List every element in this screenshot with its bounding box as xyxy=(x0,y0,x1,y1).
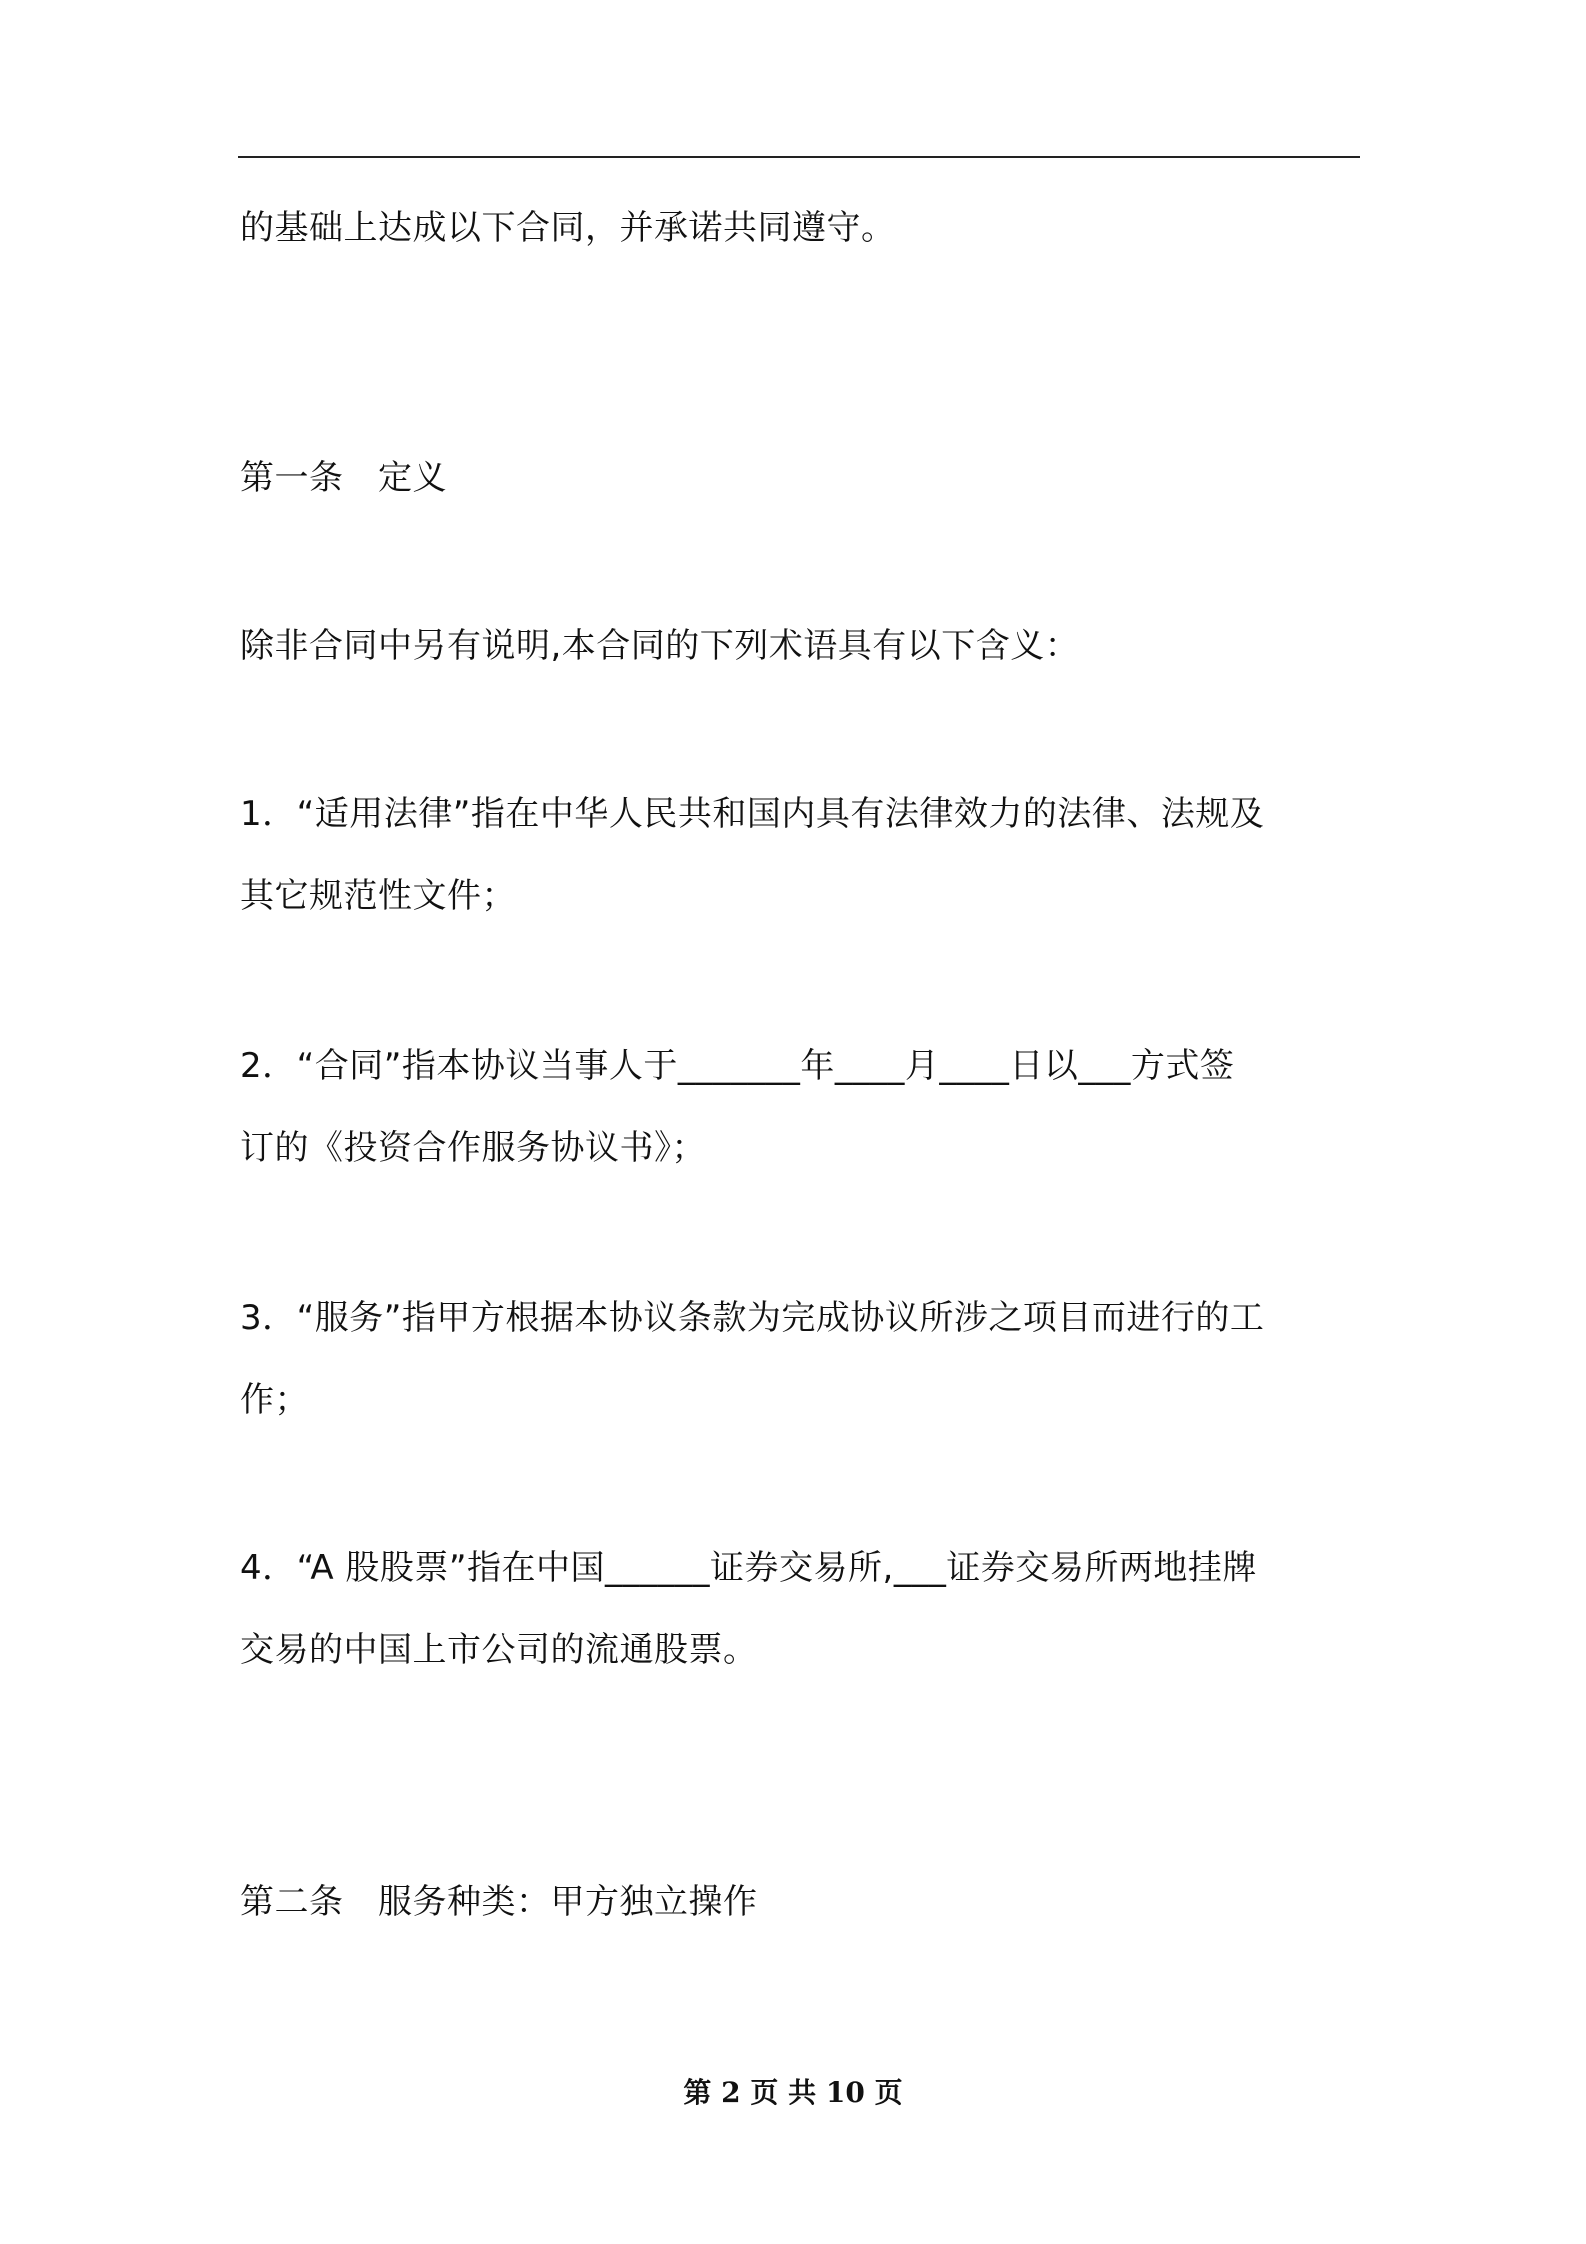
article-1-preamble: 除非合同中另有说明,本合同的下列术语具有以下含义： xyxy=(240,626,1080,666)
definition-4-line-1: 4．“A 股股票”指在中国______证券交易所,___证券交易所两地挂牌 xyxy=(240,1548,1257,1588)
definition-2-line-1: 2．“合同”指本协议当事人于_______年____月____日以___方式签 xyxy=(240,1046,1235,1086)
definition-2-line-2: 订的《投资合作服务协议书》； xyxy=(240,1128,706,1168)
page-number-footer: 第 2 页 共 10 页 xyxy=(683,2076,903,2109)
header-rule xyxy=(238,156,1360,158)
article-2-heading: 第二条 服务种类：甲方独立操作 xyxy=(240,1882,758,1922)
definition-1-line-2: 其它规范性文件； xyxy=(240,876,516,916)
intro-tail-text: 的基础上达成以下合同，并承诺共同遵守。 xyxy=(240,208,896,248)
definition-4-line-2: 交易的中国上市公司的流通股票。 xyxy=(240,1630,758,1670)
definition-1-line-1: 1．“适用法律”指在中华人民共和国内具有法律效力的法律、法规及 xyxy=(240,794,1265,834)
definition-3-line-2: 作； xyxy=(240,1380,309,1420)
article-1-heading: 第一条 定义 xyxy=(240,458,447,498)
definition-3-line-1: 3．“服务”指甲方根据本协议条款为完成协议所涉之项目而进行的工 xyxy=(240,1298,1265,1338)
